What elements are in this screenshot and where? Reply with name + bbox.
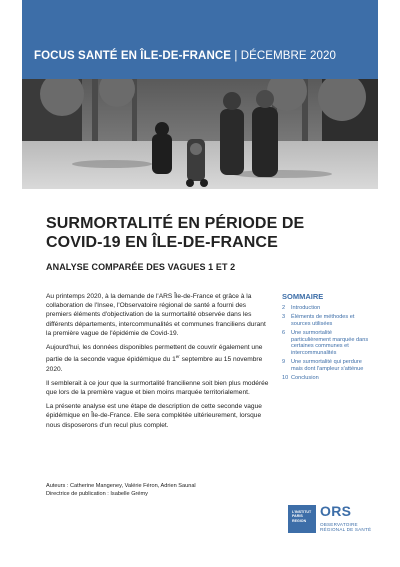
header-title bbox=[34, 50, 374, 62]
ors-logo-subtitle bbox=[320, 522, 376, 533]
body-paragraph-1: Au printemps 2020, à la demande de l'ARS Île-de-France et grâce à la collaboration de l'Insee, l'Observatoire régional de santé a fourni des premiers éléments d'objectivation de la surmortalité observée dans les différents départements, intercommunalités et communes franciliens durant la première vague de l'épidémie de Covid-19. bbox=[46, 293, 266, 337]
summary-box bbox=[282, 292, 372, 384]
summary-item-page: 3 bbox=[282, 314, 286, 321]
credits bbox=[46, 482, 286, 498]
institut-logo-line1: L'INSTITUT bbox=[292, 510, 312, 514]
header-series: FOCUS SANTÉ EN ÎLE-DE-FRANCE bbox=[34, 50, 232, 62]
institut-paris-region-logo bbox=[288, 505, 316, 533]
body-paragraph-2-end: septembre au 15 novembre 2020. bbox=[46, 356, 263, 373]
director-line: Directrice de publication : Isabelle Grémy bbox=[46, 491, 148, 497]
ors-logo: ORS bbox=[320, 503, 352, 519]
hero-photo-illustration bbox=[22, 79, 378, 189]
page-title bbox=[46, 214, 366, 252]
page-title-line2: COVID-19 EN ÎLE-DE-FRANCE bbox=[46, 234, 278, 251]
summary-item-label: Éléments de méthodes et sources utilisées bbox=[291, 314, 355, 327]
summary-item-label: Introduction bbox=[291, 305, 321, 311]
summary-item[interactable] bbox=[282, 330, 372, 356]
header-separator: | bbox=[234, 50, 238, 62]
summary-item-label: Conclusion bbox=[291, 374, 319, 381]
body-paragraph-2 bbox=[46, 343, 271, 374]
summary-title: SOMMAIRE bbox=[282, 292, 324, 301]
header-date: DÉCEMBRE 2020 bbox=[240, 50, 336, 62]
ors-sub-line1: OBSERVATOIRE bbox=[320, 522, 358, 527]
institut-logo-line3: REGION bbox=[292, 518, 307, 523]
hero-photo bbox=[22, 79, 378, 189]
summary-item[interactable] bbox=[282, 359, 372, 372]
summary-item-page: 2 bbox=[282, 305, 286, 311]
summary-item-page: 6 bbox=[282, 329, 286, 336]
body-paragraph-2-start: Aujourd'hui, les données disponibles permettent de couvrir également une partie de la seconde vague épidémique du 1 bbox=[46, 344, 263, 364]
body-paragraph-3: Il semblerait à ce jour que la surmortalité francilienne soit bien plus modérée que lors de la première vague et bien moins marquée territorialement. bbox=[46, 379, 269, 397]
summary-item-label: Une surmortalité particulièrement marquée dans certaines communes et intercommunalités bbox=[291, 329, 369, 356]
body-paragraph-4: La présente analyse est une étape de description de cette seconde vague épidémique en Île-de-France. Elle sera complétée ultérieurement, lorsque nous disposerons d'un recul plus complet. bbox=[46, 403, 262, 429]
summary-item-page: 9 bbox=[282, 358, 286, 365]
page-subtitle: ANALYSE COMPARÉE DES VAGUES 1 ET 2 bbox=[46, 262, 236, 272]
summary-item[interactable] bbox=[282, 375, 372, 382]
summary-item[interactable] bbox=[282, 305, 372, 312]
summary-item-page: 10 bbox=[282, 374, 289, 381]
body-paragraph-2-sup: er bbox=[175, 354, 180, 360]
authors-line: Auteurs : Catherine Mangeney, Valérie Féron, Adrien Saunal bbox=[46, 483, 196, 489]
ors-sub-line2: RÉGIONAL DE SANTÉ bbox=[320, 527, 372, 533]
summary-item[interactable] bbox=[282, 314, 372, 327]
header-band bbox=[22, 0, 378, 79]
body-text bbox=[46, 292, 271, 435]
institut-logo-line2: PARIS bbox=[292, 514, 303, 519]
summary-item-label: Une surmortalité qui perdure mais dont l'ampleur s'atténue bbox=[291, 358, 364, 372]
page-title-line1: SURMORTALITÉ EN PÉRIODE DE bbox=[46, 215, 305, 232]
